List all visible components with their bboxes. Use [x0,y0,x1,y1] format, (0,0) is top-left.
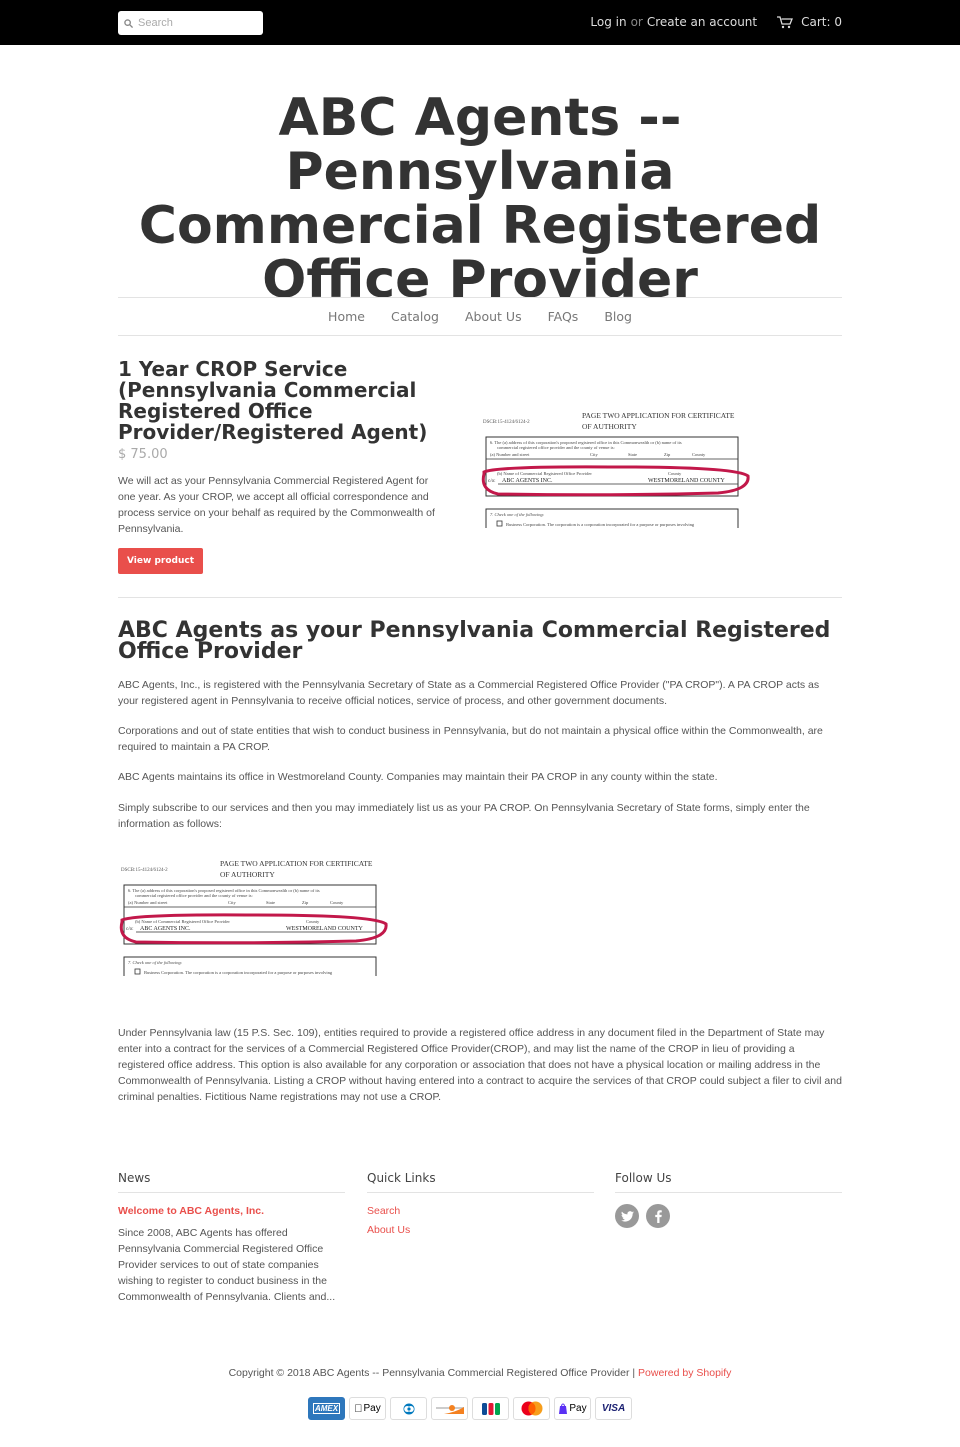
diners-club-icon [390,1397,427,1420]
jcb-icon [472,1397,509,1420]
doc-line-6b: commercial registered office provider and the county of venue is: [135,893,253,898]
doc-col-state: State [628,452,637,457]
site-title[interactable]: ABC Agents -- Pennsylvania Commercial Registered Office Provider [138,88,822,310]
doc-county-name: WESTMORELAND COUNTY [648,478,725,484]
footer-news [118,1171,345,1305]
shopify-pay-icon [554,1397,591,1420]
doc-line-b: (b) Name of Commercial Registered Office Provider [497,471,592,476]
copyright-text: Copyright © 2018 ABC Agents -- Pennsylvania Commercial Registered Office Provider | [228,1367,639,1379]
divider [118,597,842,598]
twitter-icon[interactable] [615,1204,639,1228]
doc-col-zip: Zip [302,900,309,905]
doc-line-7-option: Business Corporation. The corporation is a corporation incorporated for a purpose or purposes involving [144,970,333,975]
doc-col-zip: Zip [664,452,671,457]
visa-icon [595,1397,632,1420]
product-price: $ 75.00 [118,447,168,462]
nav-catalog[interactable]: Catalog [390,309,439,324]
doc-col-state: State [266,900,275,905]
doc-line-6a: 6. The (a) address of this corporation's proposed registered office in this Commonwealth or (b) name of its [490,440,682,445]
doc-county-label: County [668,471,682,476]
doc-ref: DSCB:15-4124/6124-2 [121,868,168,873]
doc-provider-name: ABC AGENTS INC. [140,926,191,932]
nav-home[interactable]: Home [328,309,365,324]
login-link[interactable]: Log in [590,15,627,29]
apple-pay-icon [349,1397,386,1420]
cart-icon [777,16,793,29]
section-title: ABC Agents as your Pennsylvania Commercial Registered Office Provider [118,618,831,664]
search-input[interactable] [138,17,248,29]
doc-co-label: c/o: [488,479,496,484]
facebook-icon[interactable] [646,1204,670,1228]
doc-line-b: (b) Name of Commercial Registered Office Provider [135,919,230,924]
nav-faqs[interactable]: FAQs [547,309,579,324]
mastercard-icon [513,1397,550,1420]
doc-ref: DSCB:15-4124/6124-2 [483,420,530,425]
news-heading: News [118,1171,345,1193]
apple-pay-label: Pay [359,1403,377,1414]
nav-blog[interactable]: Blog [604,309,632,324]
footer-link-about-us[interactable]: About Us [367,1224,411,1236]
doc-line-7-option: Business Corporation. The corporation is a corporation incorporated for a purpose or purposes involving [506,522,695,527]
doc-heading-1: PAGE TWO APPLICATION FOR CERTIFICATE [582,411,735,420]
top-bar [0,0,960,45]
social-links [615,1204,842,1228]
doc-col-county: County [330,900,344,905]
cart-label: Cart: 0 [801,15,842,29]
doc-co-label: c/o: [126,927,134,932]
footer-link-search[interactable]: Search [367,1205,401,1217]
main-nav [118,297,842,336]
news-post-excerpt: Since 2008, ABC Agents has offered Pennsylvania Commercial Registered Office Provider services to out of state companies wishing to register to conduct business in the Commonwealth of Pennsylvania. Clients and... [118,1227,336,1303]
doc-provider-name: ABC AGENTS INC. [502,478,553,484]
powered-by-link[interactable]: Powered by Shopify [638,1367,732,1379]
product-image[interactable] [478,404,754,528]
nav-about-us[interactable]: About Us [464,309,522,324]
doc-col-city: City [590,452,598,457]
doc-heading-1: PAGE TWO APPLICATION FOR CERTIFICATE [220,859,373,868]
news-post-title[interactable]: Welcome to ABC Agents, Inc. [118,1205,265,1217]
shopify-pay-label: Pay [569,1403,587,1414]
amex-icon [308,1397,345,1420]
footer-follow [615,1171,842,1228]
cart-link[interactable] [777,15,842,29]
form-image [116,852,392,976]
doc-col-city: City [228,900,236,905]
doc-county-name: WESTMORELAND COUNTY [286,926,363,932]
account-links [590,15,842,29]
create-account-link[interactable]: Create an account [646,15,758,29]
search-box[interactable] [118,11,263,35]
doc-line-7: 7. Check one of the following: [490,512,545,517]
follow-heading: Follow Us [615,1171,842,1193]
doc-line-6a: 6. The (a) address of this corporation's proposed registered office in this Commonwealth or (b) name of its [128,888,320,893]
product-description: We will act as your Pennsylvania Commercial Registered Agent for one year. As your CROP, we accept all official correspondence and process service on your behalf as required by the Commonwealth of Pennsylvania. [118,475,435,535]
quick-links-heading: Quick Links [367,1171,594,1193]
payment-icons [308,1397,636,1420]
paragraph: ABC Agents maintains its office in Westmoreland County. Companies may maintain their PA CROP in any county within the state. [118,771,718,783]
paragraph: Corporations and out of state entities that wish to conduct business in Pennsylvania, but do not maintain a physical office within the Commonwealth, are required to maintain a PA CROP. [118,725,823,753]
doc-line-7: 7. Check one of the following: [128,960,183,965]
doc-col-county: County [692,452,706,457]
law-paragraph: Under Pennsylvania law (15 P.S. Sec. 109), entities required to provide a registered office address in any document filed in the Department of State may enter into a contract for the services of a Commercial Registered Office Provider(CROP), and may list the name of the CROP in lieu of providing a registered office address. This option is also available for any corporation or association that does not have a physical location or mailing address in the Commonwealth of Pennsylvania. Listing a CROP without having entered into a contract to acquire the services of that CROP could subject a filer to civil and criminal penalties. Fictitious Name registrations may not use a CROP. [118,1027,842,1103]
doc-heading-2: OF AUTHORITY [582,422,637,431]
paragraph: ABC Agents, Inc., is registered with the Pennsylvania Secretary of State as a Commercial Registered Office Provider ("PA CROP"). A PA CROP acts as your registered agent in Pennsylvania to receive official notices, service of process, and other government documents. [118,679,820,707]
view-product-button[interactable]: View product [118,548,203,574]
doc-heading-2: OF AUTHORITY [220,870,275,879]
or-text: or [630,15,643,29]
visa-label: VISA [601,1403,626,1414]
search-icon [124,19,133,28]
amex-label: AMEX [314,1404,339,1413]
doc-county-label: County [306,919,320,924]
product-title[interactable]: 1 Year CROP Service (Pennsylvania Commercial Registered Office Provider/Registered Agent) [118,357,428,444]
paragraph: Simply subscribe to our services and then you may immediately list us as your PA CROP. On Pennsylvania Secretary of State forms, simply enter the information as follows: [118,802,810,830]
discover-icon [431,1397,468,1420]
doc-line-6b: commercial registered office provider and the county of venue is: [497,445,615,450]
doc-col-number-street: (a) Number and street [128,900,168,905]
doc-col-number-street: (a) Number and street [490,452,530,457]
footer-quick-links [367,1171,594,1236]
copyright [0,1367,960,1379]
